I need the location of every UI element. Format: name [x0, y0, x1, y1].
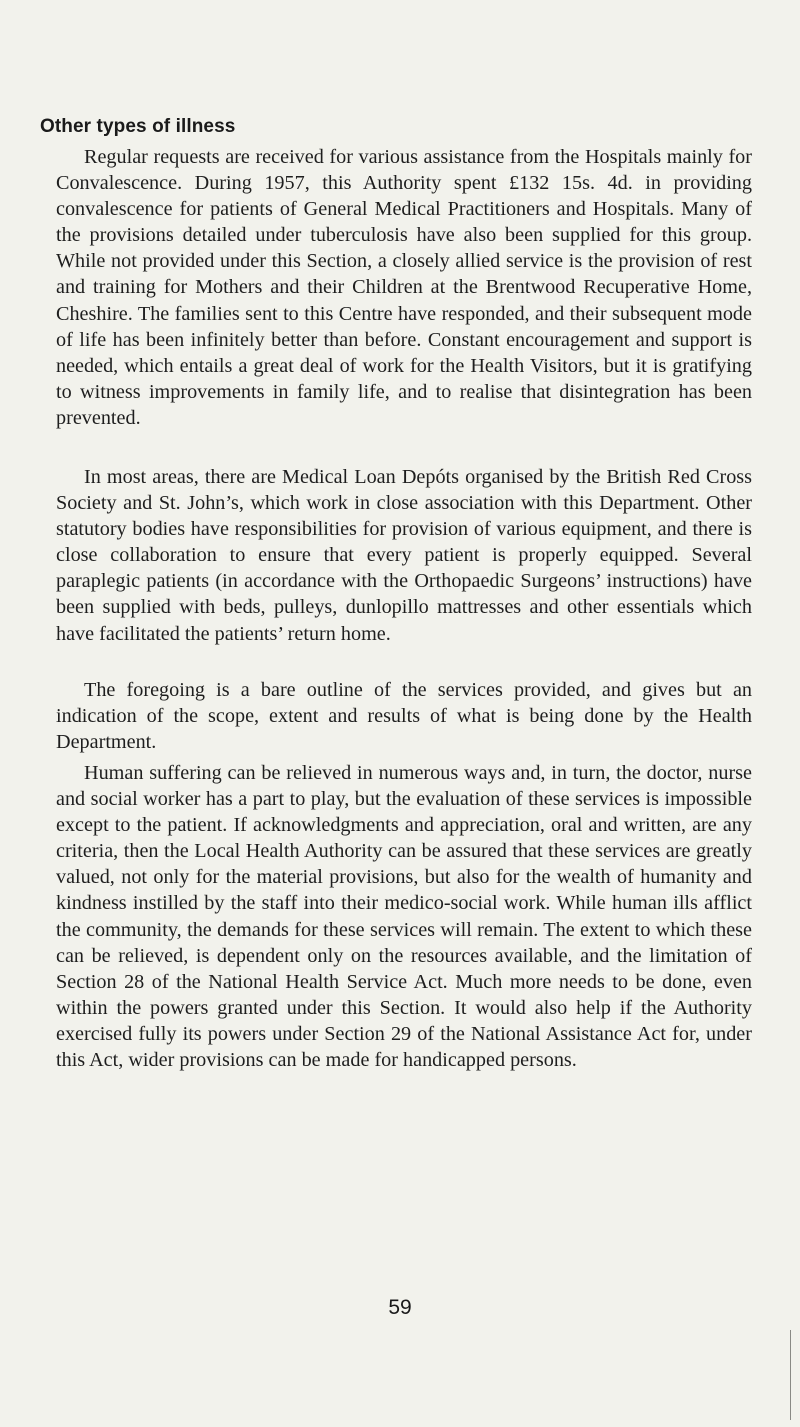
- paragraph-convalescence: Regular requests are received for various assistance from the Hospitals mainly for Convalescence. During 1957, this Authority spent £132 15s. 4d. in providing convalescence for patients of General Medical Practitioners and Hospitals. Many of the provisions detailed under tuberculosis have also been supplied for this group. While not provided under this Section, a closely allied service is the provision of rest and training for Mothers and their Children at the Brentwood Recuperative Home, Cheshire. The families sent to this Centre have responded, and their subsequent mode of life has been infinitely better than before. Constant encouragement and support is needed, which entails a great deal of work for the Health Visitors, but it is gratifying to witness improvements in family life, and to realise that disintegration has been prevented.: [56, 146, 752, 429]
- scan-edge-line: [790, 1330, 791, 1420]
- section-heading: Other types of illness: [40, 116, 236, 137]
- page-number: 59: [388, 1296, 412, 1319]
- paragraph-medical-loan-depots: In most areas, there are Medical Loan Depóts organised by the British Red Cross Society and St. John’s, which work in close association with this Department. Other statutory bodies have responsibilities for provision of various equipment, and there is close collaboration to ensure that every patient is properly equipped. Several paraplegic patients (in accordance with the Orthopaedic Surgeons’ instructions) have been supplied with beds, pulleys, dunlopillo mattresses and other essentials which have facilitated the patients’ return home.: [56, 466, 752, 645]
- paragraph-human-suffering: Human suffering can be relieved in numerous ways and, in turn, the doctor, nurse and social worker has a part to play, but the evaluation of these services is impossible except to the patient. If acknowledgments and appreciation, oral and written, are any criteria, then the Local Health Authority can be assured that these services are greatly valued, not only for the material provisions, but also for the wealth of humanity and kindness instilled by the staff into their medico-social work. While human ills afflict the community, the demands for these services will remain. The extent to which these can be relieved, is dependent only on the resources available, and the limitation of Section 28 of the National Health Service Act. Much more needs to be done, even within the powers granted under this Section. It would also help if the Authority exercised fully its powers under Section 29 of the National Assistance Act for, under this Act, wider provisions can be made for handicapped persons.: [56, 762, 752, 1072]
- paragraph-foregoing-outline: The foregoing is a bare outline of the services provided, and gives but an indication of the scope, extent and results of what is being done by the Health Department.: [56, 679, 752, 754]
